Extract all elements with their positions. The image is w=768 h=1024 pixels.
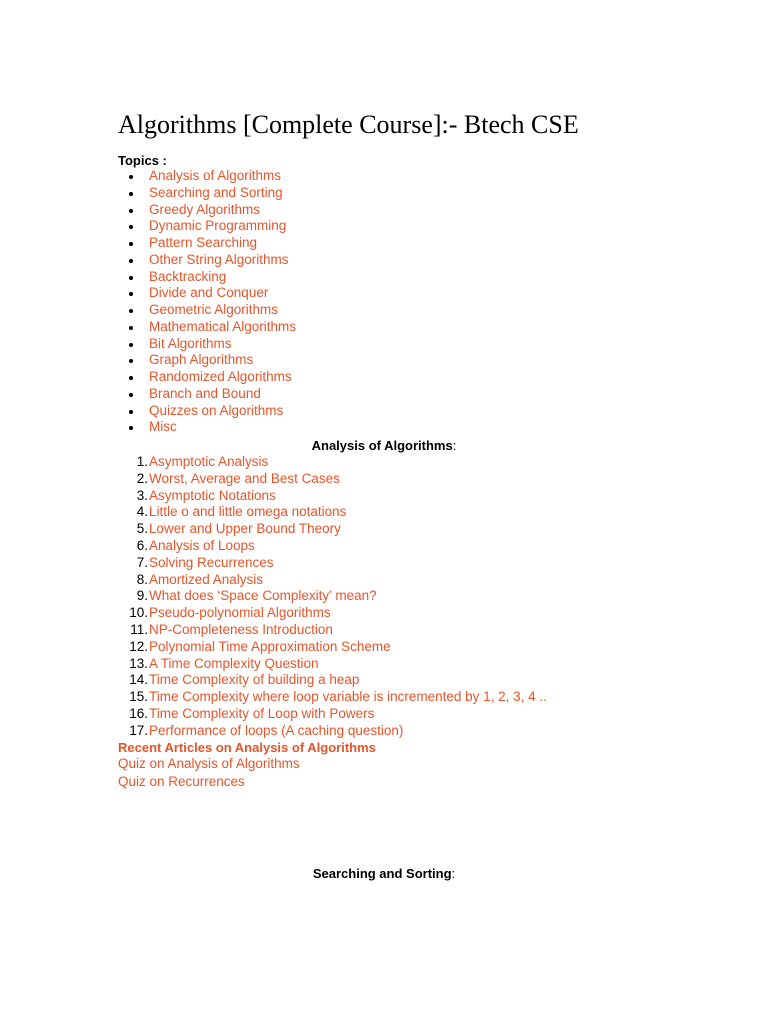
- list-item: [118, 185, 296, 202]
- item-number: 1.: [136, 454, 148, 469]
- heading-colon: :: [451, 866, 456, 881]
- item-number: 8.: [136, 571, 148, 587]
- list-item: [118, 689, 547, 706]
- list-item: [118, 454, 547, 471]
- analysis-list: [118, 454, 547, 740]
- article-link[interactable]: Time Complexity of Loop with Powers: [149, 705, 375, 721]
- list-item: [118, 202, 296, 219]
- item-number: 13.: [129, 655, 148, 671]
- article-link[interactable]: What does ‘Space Complexity’ mean?: [149, 588, 377, 604]
- item-number: 12.: [129, 638, 148, 654]
- topic-link[interactable]: Pattern Searching: [149, 235, 258, 250]
- topic-link[interactable]: Bit Algorithms: [149, 335, 232, 351]
- list-item: [118, 302, 296, 319]
- item-number: 4.: [136, 504, 148, 520]
- list-item: [118, 285, 296, 302]
- list-item: [118, 369, 296, 386]
- list-item: [118, 639, 547, 656]
- recent-articles-link[interactable]: Recent Articles on Analysis of Algorithms: [118, 740, 376, 755]
- article-link[interactable]: Time Complexity of building a heap: [149, 672, 360, 688]
- list-item: [118, 572, 547, 589]
- item-number: 15.: [129, 689, 148, 705]
- item-number: 2.: [136, 470, 148, 486]
- item-number: 3.: [136, 487, 148, 503]
- quiz-recurrences-link[interactable]: Quiz on Recurrences: [118, 774, 245, 789]
- item-number: 11.: [130, 621, 148, 637]
- topic-link[interactable]: Graph Algorithms: [149, 352, 254, 368]
- topics-heading: Topics :: [118, 153, 167, 168]
- searching-section-heading: [0, 865, 768, 882]
- item-number: 10.: [129, 605, 148, 621]
- list-item: [118, 235, 296, 252]
- item-number: 6.: [136, 537, 148, 553]
- list-item: [118, 723, 547, 740]
- article-link[interactable]: Little o and little omega notations: [149, 504, 347, 520]
- topics-list: [118, 168, 296, 436]
- item-number: 17.: [129, 722, 148, 738]
- article-link[interactable]: Amortized Analysis: [149, 571, 264, 587]
- list-item: [118, 419, 296, 436]
- list-item: [118, 521, 547, 538]
- list-item: [118, 488, 547, 505]
- article-link[interactable]: Analysis of Loops: [149, 537, 255, 553]
- list-item: [118, 622, 547, 639]
- topic-link[interactable]: Analysis of Algorithms: [149, 168, 282, 183]
- topic-link[interactable]: Divide and Conquer: [149, 285, 269, 301]
- article-link[interactable]: Pseudo-polynomial Algorithms: [149, 605, 331, 621]
- list-item: [118, 656, 547, 673]
- searching-heading-text: Searching and Sorting: [312, 866, 452, 881]
- topic-link[interactable]: Branch and Bound: [149, 385, 261, 401]
- item-number: 16.: [129, 705, 148, 721]
- item-number: 5.: [136, 521, 148, 537]
- list-item: [118, 218, 296, 235]
- list-item: [118, 605, 547, 622]
- item-number: 14.: [129, 672, 148, 688]
- list-item: [118, 588, 547, 605]
- article-link[interactable]: A Time Complexity Question: [149, 655, 319, 671]
- heading-colon: :: [452, 438, 457, 453]
- article-link[interactable]: Performance of loops (A caching question): [149, 722, 404, 738]
- document-title: Algorithms [Complete Course]:- Btech CSE: [118, 110, 579, 139]
- list-item: [118, 504, 547, 521]
- article-link[interactable]: Polynomial Time Approximation Scheme: [149, 638, 391, 654]
- list-item: [118, 336, 296, 353]
- article-link[interactable]: Time Complexity where loop variable is incremented by 1, 2, 3, 4 ..: [149, 689, 547, 705]
- topic-link[interactable]: Quizzes on Algorithms: [149, 402, 284, 418]
- list-item: [118, 538, 547, 555]
- article-link[interactable]: Lower and Upper Bound Theory: [149, 521, 341, 537]
- list-item: [118, 319, 296, 336]
- list-item: [118, 269, 296, 286]
- topic-link[interactable]: Misc: [149, 419, 177, 435]
- article-link[interactable]: Asymptotic Notations: [149, 487, 276, 503]
- analysis-section-heading: [0, 437, 768, 454]
- topic-link[interactable]: Randomized Algorithms: [149, 369, 292, 384]
- list-item: [118, 403, 296, 420]
- topic-link[interactable]: Searching and Sorting: [149, 184, 283, 200]
- item-number: 7.: [136, 554, 148, 570]
- topic-link[interactable]: Backtracking: [149, 268, 227, 284]
- article-link[interactable]: Worst, Average and Best Cases: [149, 470, 340, 486]
- topic-link[interactable]: Mathematical Algorithms: [149, 318, 297, 334]
- article-link[interactable]: NP-Completeness Introduction: [149, 621, 333, 637]
- list-item: [118, 706, 547, 723]
- list-item: [118, 471, 547, 488]
- list-item: [118, 555, 547, 572]
- topic-link[interactable]: Greedy Algorithms: [149, 201, 261, 217]
- list-item: [118, 672, 547, 689]
- article-link[interactable]: Asymptotic Analysis: [149, 454, 269, 469]
- analysis-heading-text: Analysis of Algorithms: [311, 438, 453, 453]
- list-item: [118, 386, 296, 403]
- list-item: [118, 252, 296, 269]
- topic-link[interactable]: Dynamic Programming: [149, 218, 287, 234]
- list-item: [118, 352, 296, 369]
- list-item: [118, 168, 296, 185]
- item-number: 9.: [136, 588, 148, 604]
- article-link[interactable]: Solving Recurrences: [149, 554, 274, 570]
- topic-link[interactable]: Other String Algorithms: [149, 251, 289, 267]
- topic-link[interactable]: Geometric Algorithms: [149, 302, 279, 317]
- quiz-analysis-link[interactable]: Quiz on Analysis of Algorithms: [118, 756, 300, 771]
